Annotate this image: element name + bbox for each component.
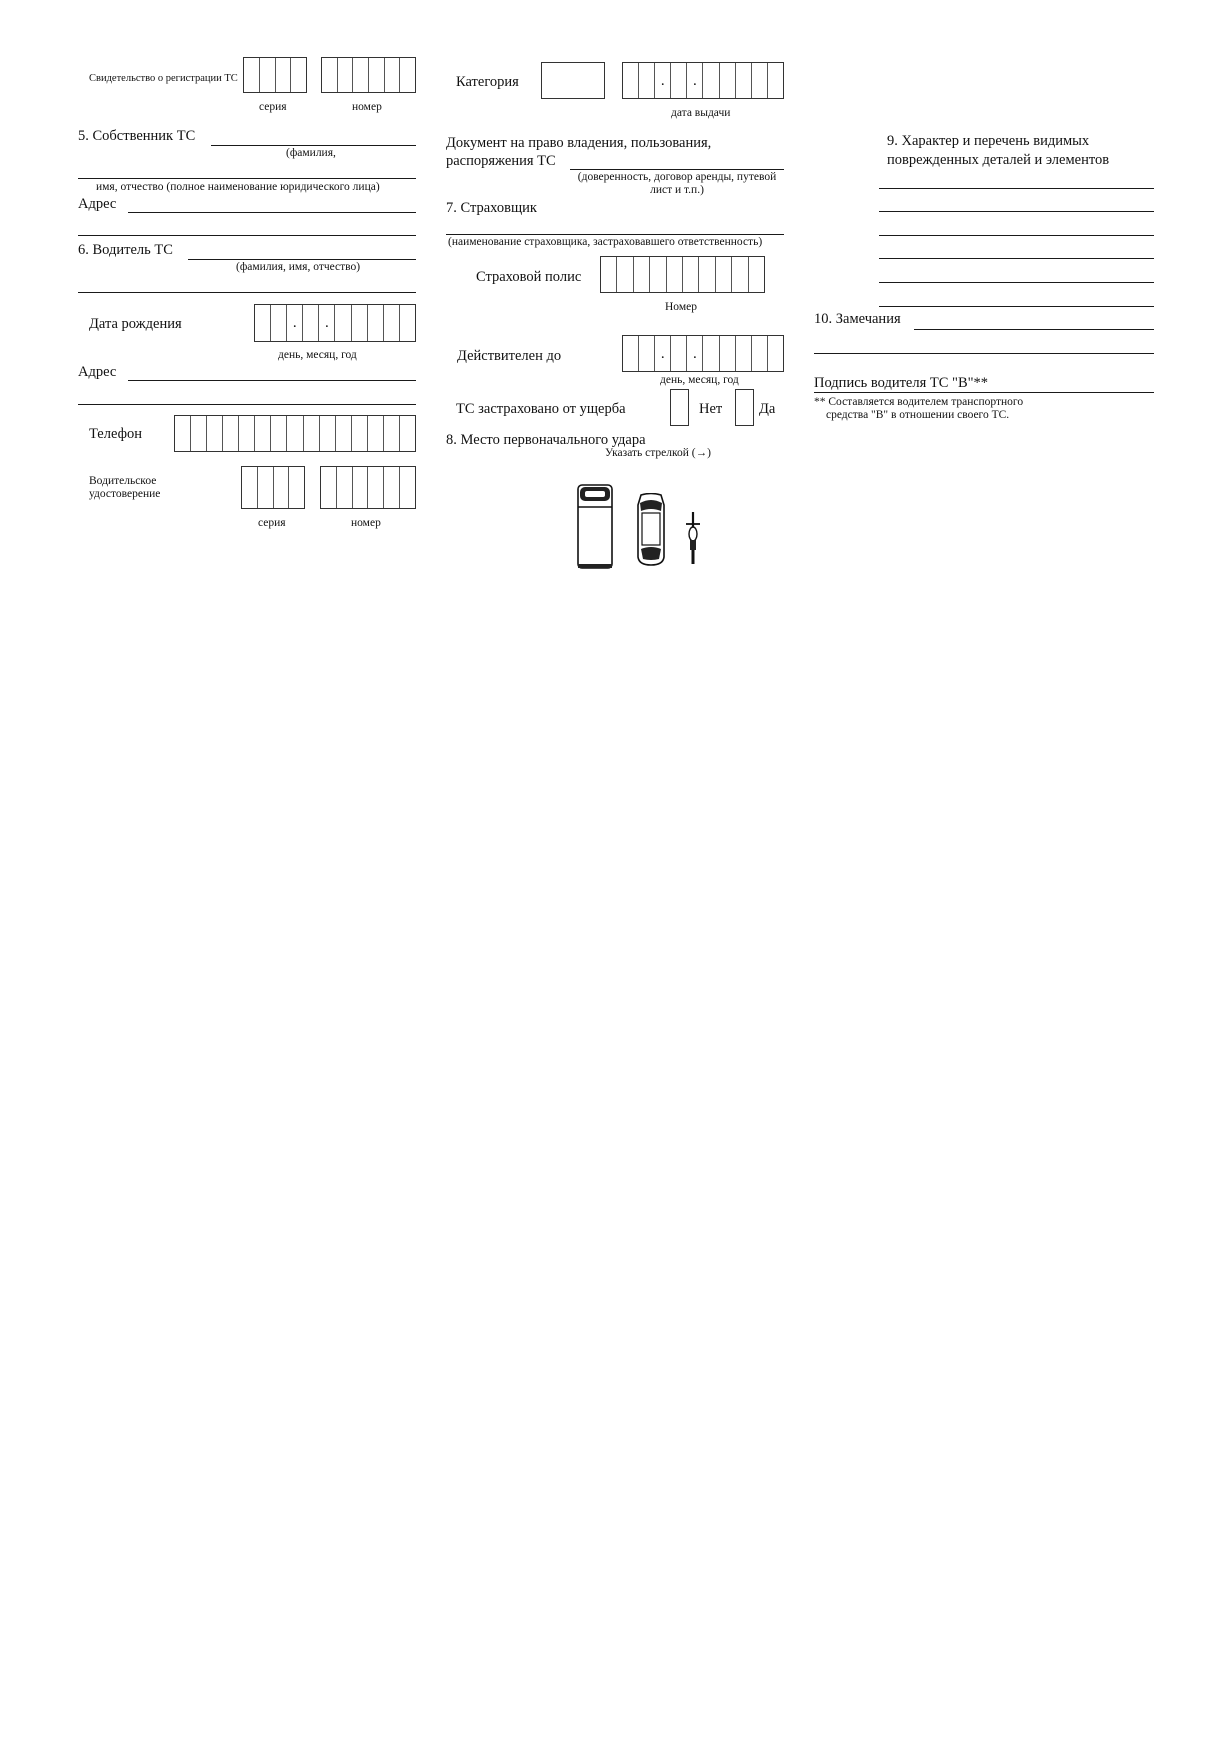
owner-hint: (фамилия, — [286, 147, 336, 159]
reg-seria-caption: серия — [259, 101, 287, 113]
address-line-2[interactable] — [128, 380, 416, 381]
license-seria-cells[interactable] — [241, 466, 305, 509]
insured-label: ТС застраховано от ущерба — [456, 401, 626, 417]
phone-label: Телефон — [89, 426, 142, 442]
doc-label-2: распоряжения ТС — [446, 153, 556, 169]
address-line-1[interactable] — [128, 212, 416, 213]
category-box[interactable] — [541, 62, 605, 99]
address-label-2: Адрес — [78, 364, 117, 380]
damage-line-5[interactable] — [879, 282, 1154, 283]
license-nomer-cells[interactable] — [320, 466, 416, 509]
insurer-label: 7. Страховщик — [446, 200, 537, 216]
valid-until-cells[interactable] — [622, 335, 784, 372]
truck-icon[interactable] — [575, 483, 615, 570]
impact-hint: Указать стрелкой (→) — [605, 447, 711, 459]
insured-no-checkbox[interactable] — [670, 389, 689, 426]
signature-label: Подпись водителя ТС "В"** — [814, 375, 989, 391]
address-label-1: Адрес — [78, 196, 117, 212]
birth-label: Дата рождения — [89, 316, 182, 332]
valid-until-label: Действителен до — [457, 348, 562, 364]
footnote-1: ** Составляется водителем транспортного — [814, 396, 1024, 408]
reg-nomer-cells[interactable] — [321, 57, 416, 93]
damage-label-1: 9. Характер и перечень видимых — [887, 133, 1090, 149]
driver-label: 6. Водитель ТС — [78, 242, 173, 258]
insured-yes-label: Да — [759, 401, 776, 417]
damage-label-2: поврежденных деталей и элементов — [887, 152, 1110, 168]
driver-line[interactable] — [188, 259, 416, 260]
damage-line-6[interactable] — [879, 306, 1154, 307]
car-icon[interactable] — [635, 493, 667, 567]
license-seria-caption: серия — [258, 517, 286, 529]
remarks-line-2[interactable] — [814, 353, 1154, 354]
owner-label: 5. Собственник ТС — [78, 128, 196, 144]
address-line-2b[interactable] — [78, 404, 416, 405]
issue-date-caption: дата выдачи — [671, 107, 731, 119]
remarks-label: 10. Замечания — [814, 311, 901, 327]
license-nomer-caption: номер — [351, 517, 381, 529]
driver-hint: (фамилия, имя, отчество) — [236, 261, 361, 273]
doc-hint-1: (доверенность, договор аренды, путевой — [577, 171, 777, 183]
policy-number-caption: Номер — [665, 301, 697, 313]
damage-line-2[interactable] — [879, 211, 1154, 212]
policy-cells[interactable] — [600, 256, 765, 293]
birth-hint: день, месяц, год — [278, 349, 357, 361]
damage-line-4[interactable] — [879, 258, 1154, 259]
license-label-2: удостоверение — [89, 488, 161, 500]
valid-until-hint: день, месяц, год — [660, 374, 739, 386]
owner-line[interactable] — [211, 145, 416, 146]
damage-line-3[interactable] — [879, 235, 1154, 236]
owner-line-2[interactable] — [78, 178, 416, 179]
insurer-hint: (наименование страховщика, застраховавшего ответственность) — [448, 236, 763, 248]
insurer-line[interactable] — [446, 234, 784, 235]
footnote-2: средства "В" в отношении своего ТС. — [826, 409, 1010, 421]
doc-line[interactable] — [570, 169, 784, 170]
doc-hint-2: лист и т.п.) — [650, 184, 704, 196]
remarks-line-1[interactable] — [914, 329, 1154, 330]
doc-label-1: Документ на право владения, пользования, — [446, 135, 712, 151]
reg-cert-label: Свидетельство о регистрации ТС — [89, 73, 238, 84]
birth-date-cells[interactable] — [254, 304, 416, 342]
impact-label: 8. Место первоначального удара — [446, 432, 646, 448]
signature-line[interactable] — [814, 392, 1154, 393]
motorcycle-icon[interactable] — [683, 510, 703, 566]
category-label: Категория — [456, 74, 519, 90]
address-line-1b[interactable] — [78, 235, 416, 236]
reg-seria-cells[interactable] — [243, 57, 307, 93]
damage-line-1[interactable] — [879, 188, 1154, 189]
driver-line-2[interactable] — [78, 292, 416, 293]
phone-cells[interactable] — [174, 415, 416, 452]
issue-date-cells[interactable] — [622, 62, 784, 99]
owner-hint-2: имя, отчество (полное наименование юридического лица) — [96, 181, 380, 193]
license-label-1: Водительское — [89, 475, 157, 487]
insured-no-label: Нет — [699, 401, 723, 417]
insured-yes-checkbox[interactable] — [735, 389, 754, 426]
policy-label: Страховой полис — [476, 269, 582, 285]
reg-nomer-caption: номер — [352, 101, 382, 113]
